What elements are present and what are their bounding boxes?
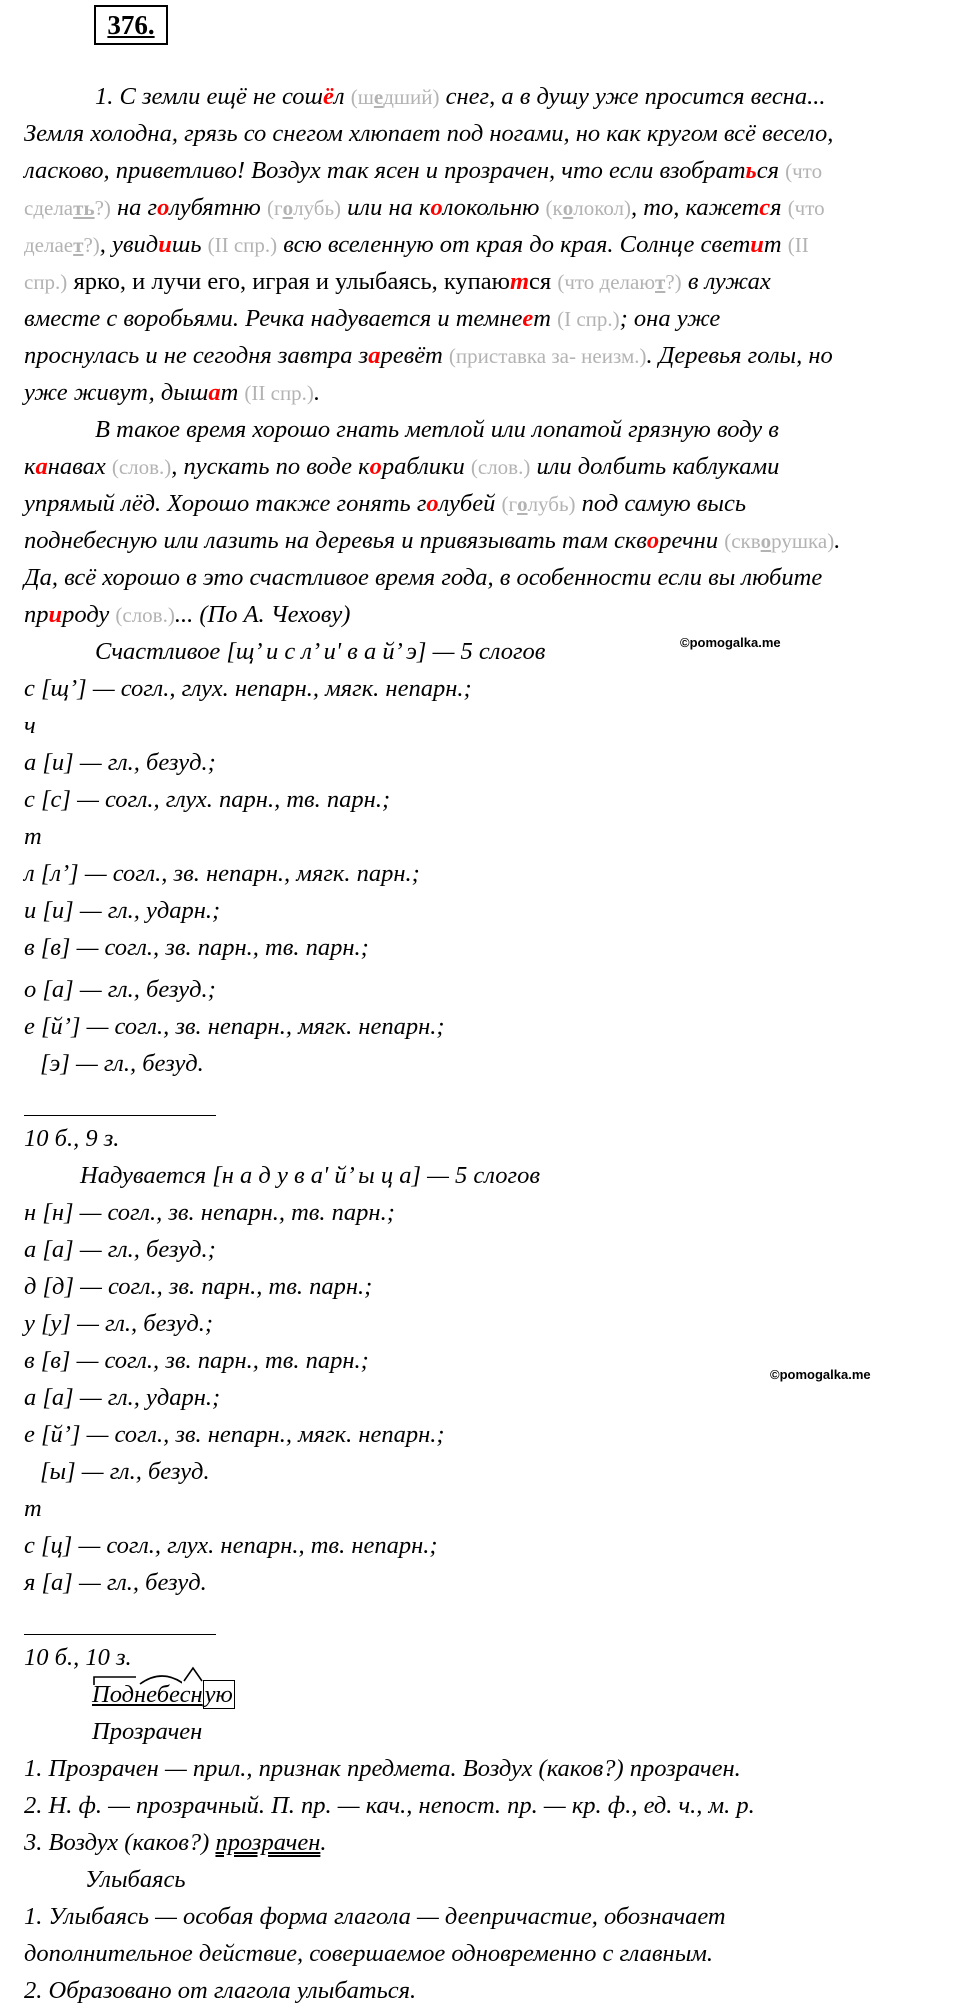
text-line-7: вместе с воробьями. Речка надувается и темнеет (I спр.); она уже [24,305,721,332]
prozrachen-line-3: 3. Воздух (каков?) прозрачен. [24,1829,327,1856]
prozrachen-line-2: 2. Н. ф. — прозрачный. П. пр. — кач., непост. пр. — кр. ф., ед. ч., м. р. [24,1792,755,1819]
analysis2-line: я [а] — гл., безуд. [24,1569,207,1596]
morph-prefix: Под [92,1681,135,1708]
analysis2-line: а [а] — гл., ударн.; [24,1384,221,1411]
prozrachen-heading: Прозрачен [92,1718,203,1745]
text-line-13: поднебесную или лазить на деревья и привязывать там скворечни (скворушка). [24,527,841,554]
analysis2-line: [ы] — гл., безуд. [40,1458,210,1485]
analysis1-line: л [л’] — согл., зв. непарн., мягк. парн.; [24,860,420,887]
predicate-underline: прозрачен [215,1829,321,1856]
text-line-10: В такое время хорошо гнать метлой или лопатой грязную воду в [95,416,779,443]
analysis1-line: е [й’] — согл., зв. непарн., мягк. непарн.; [24,1013,445,1040]
analysis2-line: т [24,1495,42,1522]
exercise-number: 376. [94,5,168,45]
text-line-4: сделать?) на голубятню (голубь) или на колокольню (колокол), то, кажется (что [24,194,825,221]
prozrachen-line-1: 1. Прозрачен — прил., признак предмета. Воздух (каков?) прозрачен. [24,1755,741,1782]
text-line-9: уже живут, дышат (II спр.). [24,379,321,406]
watermark: ©pomogalka.me [770,1367,871,1382]
analysis1-line: с [щ’] — согл., глух. непарн., мягк. непарн.; [24,675,472,702]
text-line-11: канавах (слов.), пускать по воде кораблики (слов.) или долбить каблуками [24,453,780,480]
text-line-3: ласково, приветливо! Воздух так ясен и прозрачен, что если взобраться (что [24,157,823,184]
analysis2-line: у [у] — гл., безуд.; [24,1310,214,1337]
text-line-5: делает?), увидишь (II спр.) всю вселенную от края до края. Солнце светит (II [24,231,809,258]
analysis1-heading: Счастливое [щ’ и с л’ и' в а й’ э] — 5 слогов [95,638,546,665]
analysis2-totals: 10 б., 10 з. [24,1644,132,1671]
morph-root: небес [134,1681,191,1708]
text-line-14: Да, всё хорошо в это счастливое время года, в особенности если вы любите [24,564,823,591]
text-line-2: Земля холодна, грязь со снегом хлюпает под ногами, но как кругом всё весело, [24,120,834,147]
analysis1-line: т [24,823,42,850]
prefix-mark [94,1677,136,1685]
analysis1-line: ч [24,712,36,739]
text-line-6: спр.) ярко, и лучи его, играя и улыбаясь, купаются (что делают?) в лужах [24,268,771,295]
analysis1-line: [э] — гл., безуд. [40,1050,204,1077]
ulybayas-line-3: 2. Образовано от глагола улыбаться. [24,1977,417,2004]
analysis1-line: а [и] — гл., безуд.; [24,749,216,776]
analysis2-line: н [н] — согл., зв. непарн., тв. парн.; [24,1199,395,1226]
text-line-12: упрямый лёд. Хорошо также гонять голубей (голубь) под самую высь [24,490,747,517]
analysis1-line: в [в] — согл., зв. парн., тв. парн.; [24,934,369,961]
morph-ending: ую [204,1681,233,1708]
text-line-15: природу (слов.)... (По А. Чехову) [24,601,351,628]
analysis1-totals: 10 б., 9 з. [24,1125,120,1152]
morph-marks [92,1668,182,1686]
morph-suffix: н [190,1681,203,1708]
analysis1-line: и [и] — гл., ударн.; [24,897,221,924]
ulybayas-line-1: 1. Улыбаясь — особая форма глагола — деепричастие, обозначает [24,1903,726,1930]
suffix-mark [181,1664,221,1682]
analysis1-line: о [а] — гл., безуд.; [24,976,216,1003]
analysis2-line: а [а] — гл., безуд.; [24,1236,216,1263]
analysis2-line: е [й’] — согл., зв. непарн., мягк. непарн.; [24,1421,445,1448]
root-arc [140,1676,182,1684]
ulybayas-line-2: дополнительное действие, совершаемое одновременно с главным. [24,1940,714,1967]
watermark: ©pomogalka.me [680,635,781,650]
analysis2-line: д [д] — согл., зв. парн., тв. парн.; [24,1273,373,1300]
morphemic-parse [92,1676,960,1713]
analysis1-line: с [с] — согл., глух. парн., тв. парн.; [24,786,391,813]
analysis2-line: с [ц] — согл., глух. непарн., тв. непарн.; [24,1532,438,1559]
divider [24,1115,216,1116]
text-line-1: 1. С земли ещё не сошёл (шедший) снег, а в душу уже просится весна... [95,83,826,110]
ulybayas-heading: Улыбаясь [85,1866,186,1893]
analysis2-heading: Надувается [н а д у в а' й’ ы ц а] — 5 слогов [80,1162,540,1189]
analysis2-line: в [в] — согл., зв. парн., тв. парн.; [24,1347,369,1374]
divider [24,1634,216,1635]
text-line-8: проснулась и не сегодня завтра заревёт (приставка за- неизм.). Деревья голы, но [24,342,833,369]
